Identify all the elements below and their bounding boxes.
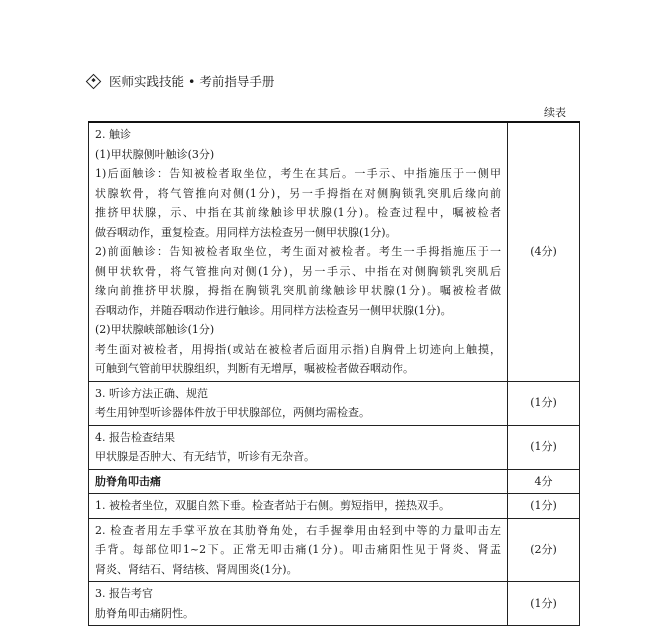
text-line: 3. 听诊方法正确、规范: [95, 386, 208, 400]
text-line: 可触到气管前甲状腺组织，判断有无增厚，嘱被检者做吞咽动作。: [95, 362, 414, 375]
header-title: 医师实践技能 • 考前指导手册: [109, 74, 275, 89]
section-title: 肋脊角叩击痛: [89, 469, 508, 494]
text-line: 吞咽动作，并随吞咽动作进行触诊。用同样方法检查另一侧甲状腺(1分)。: [95, 303, 452, 317]
page-header: [88, 72, 274, 90]
text-line: 肋脊角叩击痛阴性。: [95, 606, 194, 620]
row-content: [89, 122, 508, 381]
exam-table: [88, 121, 580, 626]
text-line: 手背。每部位叩1~2下。正常无叩击痛(1分)。叩击痛阳性见于肾炎、肾盂: [95, 543, 502, 556]
table-row: [89, 122, 580, 381]
row-content: [89, 582, 508, 626]
text-line: 1)后面触诊：告知被检者取坐位，考生在其后。一手示、中指施压于一侧甲: [95, 167, 502, 180]
text-line: 3. 报告考官: [95, 587, 153, 600]
table-row: [89, 425, 580, 469]
score-cell: (1分): [508, 582, 580, 626]
text-line: 侧甲状软骨，将气管推向对侧(1分)，另一手示、中指在对侧胸锁乳突肌后: [95, 264, 502, 278]
text-line: 肾炎、肾结石、肾结核、肾周围炎(1分)。: [95, 562, 298, 576]
score-cell: (1分): [508, 381, 580, 425]
text-line: 2. 检查者用左手掌平放在其肋脊角处，右手握拳用由轻到中等的力量叩击左: [95, 523, 502, 537]
diamond-icon: [86, 73, 102, 89]
row-content: [89, 425, 508, 469]
score-cell: (2分): [508, 518, 580, 582]
score-cell: (1分): [508, 425, 580, 469]
section-row: [89, 469, 580, 494]
score-cell: 4分: [508, 469, 580, 494]
text-line: 2. 触诊: [95, 128, 131, 141]
text-line: 1. 被检者坐位，双腿自然下垂。检查者站于右侧。剪短指甲，搓热双手。: [95, 499, 450, 512]
text-line: (2)甲状腺峡部触诊(1分): [95, 323, 215, 336]
text-line: 做吞咽动作，重复检查。用同样方法检查另一侧甲状腺(1分)。: [95, 225, 397, 239]
text-line: 2)前面触诊：告知被检者取坐位，考生面对被检者。考生一手拇指施压于一: [95, 245, 502, 258]
text-line: 4. 报告检查结果: [95, 430, 175, 444]
continued-label: 续表: [544, 106, 566, 119]
score-cell: (1分): [508, 494, 580, 519]
row-content: [89, 494, 508, 519]
text-line: 考生用钟型听诊器体件放于甲状腺部位，两侧均需检查。: [95, 406, 370, 419]
text-line: 缘向前推挤甲状腺，拇指在胸锁乳突肌前缘触诊甲状腺(1分)。嘱被检者做: [95, 284, 502, 297]
score-cell: (4分): [508, 122, 580, 381]
table-row: [89, 494, 580, 519]
text-line: 状腺软骨，将气管推向对侧(1分)，另一手拇指在对侧胸锁乳突肌后缘向前: [95, 186, 502, 200]
text-line: 考生面对被检者，用拇指(或站在被检者后面用示指)自胸骨上切迹向上触摸，: [95, 342, 502, 356]
table-row: [89, 582, 580, 626]
text-line: (1)甲状腺侧叶触诊(3分): [95, 147, 215, 161]
row-content: [89, 518, 508, 582]
table-row: [89, 518, 580, 582]
row-content: [89, 381, 508, 425]
table-row: [89, 381, 580, 425]
text-line: 推挤甲状腺，示、中指在其前缘触诊甲状腺(1分)。检查过程中，嘱被检者: [95, 206, 502, 219]
text-line: 甲状腺是否肿大、有无结节，听诊有无杂音。: [95, 450, 315, 463]
